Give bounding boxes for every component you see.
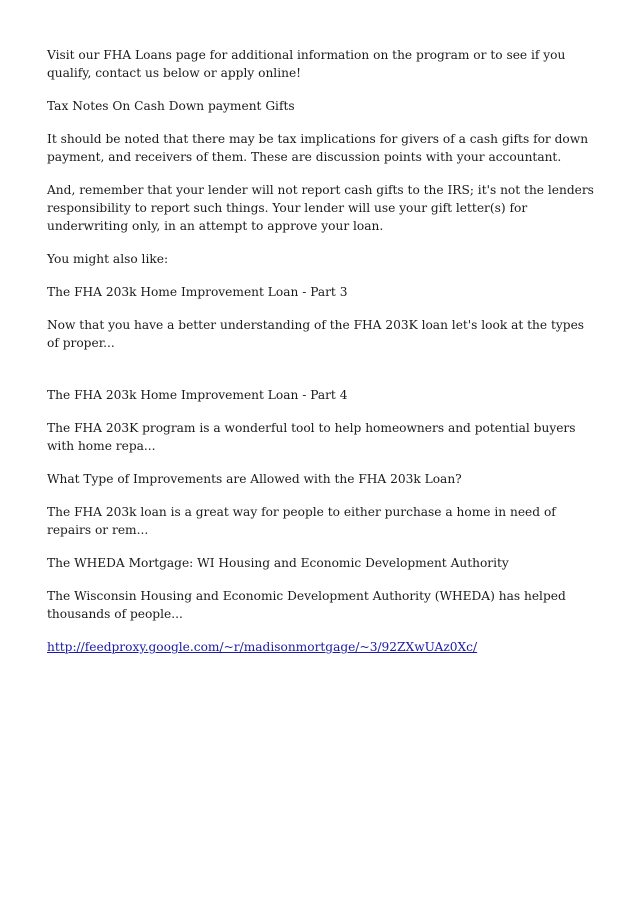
lender-note-paragraph: And, remember that your lender will not report cash gifts to the IRS; it's not the lenders responsibility to report such things. Your lender will use your gift letter(s) for underwriting only, in an attempt to approve your loan. xyxy=(47,183,594,233)
related-excerpt: Now that you have a better understanding of the FHA 203K loan let's look at the types of proper... xyxy=(47,318,585,350)
source-link[interactable]: http://feedproxy.google.com/~r/madisonmortgage/~3/92ZXwUAz0Xc/ xyxy=(47,640,478,654)
document-body xyxy=(47,46,595,671)
related-excerpt: The FHA 203k loan is a great way for people to either purchase a home in need of repairs or rem... xyxy=(47,505,556,537)
related-excerpt: The Wisconsin Housing and Economic Development Authority (WHEDA) has helped thousands of people... xyxy=(47,589,566,621)
related-title[interactable]: The FHA 203k Home Improvement Loan - Part 3 xyxy=(47,285,348,299)
related-title[interactable]: The WHEDA Mortgage: WI Housing and Economic Development Authority xyxy=(47,556,509,570)
related-heading: You might also like: xyxy=(47,252,169,266)
related-title[interactable]: The FHA 203k Home Improvement Loan - Part 4 xyxy=(47,388,348,402)
source-link-paragraph xyxy=(47,638,595,656)
related-excerpt: The FHA 203K program is a wonderful tool to help homeowners and potential buyers with home repa... xyxy=(47,421,576,453)
intro-paragraph: Visit our FHA Loans page for additional information on the program or to see if you qualify, contact us below or apply online! xyxy=(47,48,566,80)
tax-note-paragraph: It should be noted that there may be tax implications for givers of a cash gifts for down payment, and receivers of them. These are discussion points with your accountant. xyxy=(47,132,589,164)
section-heading: Tax Notes On Cash Down payment Gifts xyxy=(47,99,295,113)
related-title[interactable]: What Type of Improvements are Allowed with the FHA 203k Loan? xyxy=(47,472,462,486)
